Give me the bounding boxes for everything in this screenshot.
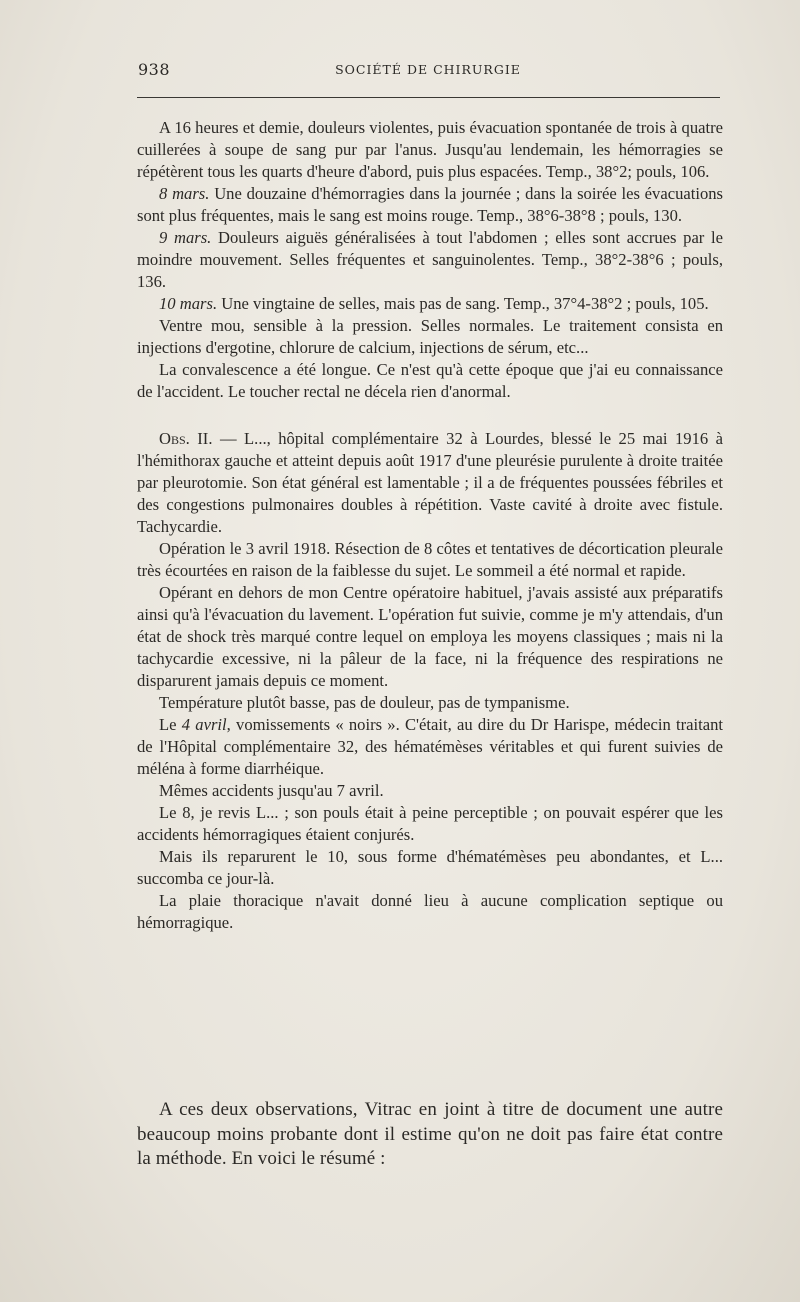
- paragraph: 10 mars. Une vingtaine de selles, mais pas de sang. Temp., 37°4-38°2 ; pouls, 105.: [159, 294, 709, 313]
- page-header: [138, 60, 718, 84]
- paragraph: Ventre mou, sensible à la pression. Selles normales. Le traitement consista en injections d'ergotine, chlorure de calcium, injections de sérum, etc...: [137, 316, 723, 357]
- paragraph: Opération le 3 avril 1918. Résection de 8 côtes et tentatives de décortication pleurale très écourtées en raison de la faiblesse du sujet. Le sommeil a été normal et rapide.: [137, 539, 723, 580]
- paragraph: La convalescence a été longue. Ce n'est qu'à cette époque que j'ai eu connaissance de l'accident. Le toucher rectal ne décela rien d'anormal.: [137, 360, 723, 401]
- date-label: 10 mars.: [159, 294, 218, 313]
- body-text: [137, 117, 723, 934]
- header-rule: [137, 97, 720, 98]
- paragraph: 8 mars. Une douzaine d'hémorragies dans la journée ; dans la soirée les évacuations sont plus fréquentes, mais le sang est moins rouge. Temp., 38°6-38°8 ; pouls, 130.: [137, 184, 724, 225]
- date-label: 4 avril: [181, 715, 227, 734]
- date-label: 8 mars.: [159, 184, 210, 203]
- paragraph: Opérant en dehors de mon Centre opératoire habituel, j'avais assisté aux préparatifs ainsi qu'à l'évacuation du lavement. L'opération fut suivie, comme je m'y attendais, d'un état de shock très marqué contre lequel on employa les moyens classiques ; mais ni la tachycardie excessive, ni la pâleur de la face, ni la fréquence des respirations ne disparurent jamais depuis ce moment.: [137, 583, 723, 690]
- paragraph: Le 4 avril, vomissements « noirs ». C'était, au dire du Dr Harispe, médecin traitant de l'Hôpital complémentaire 32, des hématémèses véritables et qui furent suivies de méléna à forme diarrhéique.: [137, 715, 723, 778]
- paragraph: Température plutôt basse, pas de douleur, pas de tympanisme.: [159, 693, 570, 712]
- paragraph: A ces deux observations, Vitrac en joint à titre de document une autre beaucoup moins probante dont il estime qu'on ne doit pas faire état contre la méthode. En voici le résumé :: [137, 1099, 723, 1169]
- running-title: SOCIÉTÉ DE CHIRURGIE: [335, 62, 521, 77]
- paragraph: La plaie thoracique n'avait donné lieu à aucune complication septique ou hémorragique.: [137, 891, 723, 932]
- paragraph: A 16 heures et demie, douleurs violentes, puis évacuation spontanée de trois à quatre cuillerées à soupe de sang pur par l'anus. Jusqu'au lendemain, les hémorragies se répétèrent tous les quarts d'heure d'abord, puis plus espacées. Temp., 38°2; pouls, 106.: [137, 118, 723, 181]
- observation-label: Obs. II. —: [159, 429, 237, 448]
- paragraph-obs-2: Obs. II. — L..., hôpital complémentaire 32 à Lourdes, blessé le 25 mai 1916 à l'hémithorax gauche et atteint depuis août 1917 d'une pleurésie purulente à droite traitée par pleurotomie. Son état général est lamentable ; il a de fréquentes poussées fébriles et des congestions pulmonaires doubles à répétition. Vaste cavité à droite avec fistule. Tachycardie.: [137, 429, 723, 536]
- page-number: 938: [138, 60, 171, 79]
- paragraph: 9 mars. Douleurs aiguës généralisées à tout l'abdomen ; elles sont accrues par le moindre mouvement. Selles fréquentes et sanguinolentes. Temp., 38°2-38°6 ; pouls, 136.: [137, 228, 723, 291]
- paragraph: Le 8, je revis L... ; son pouls était à peine perceptible ; on pouvait espérer que les accidents hémorragiques étaient conjurés.: [137, 803, 723, 844]
- closing-paragraph: [137, 1098, 723, 1172]
- paragraph: Mais ils reparurent le 10, sous forme d'hématémèses peu abondantes, et L... succomba ce jour-là.: [137, 847, 723, 888]
- date-label: 9 mars.: [159, 228, 212, 247]
- paragraph: Mêmes accidents jusqu'au 7 avril.: [159, 781, 384, 800]
